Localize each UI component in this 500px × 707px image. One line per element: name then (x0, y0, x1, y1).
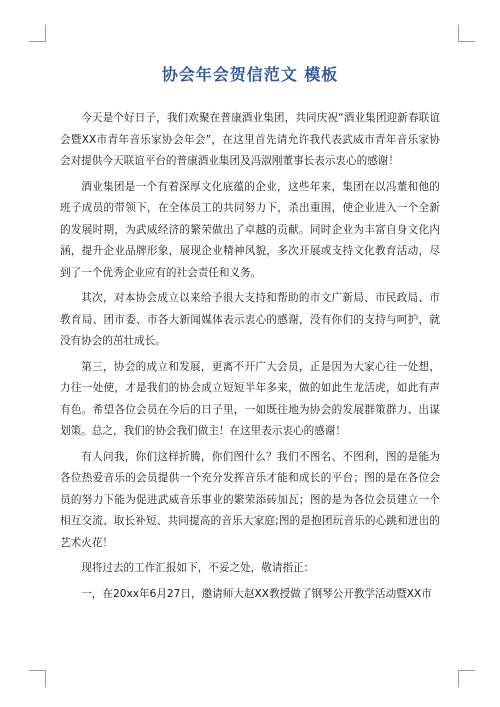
page-corner-mark-bottom-left (29, 670, 46, 687)
paragraph-thanks-departments: 其次，对本协会成立以来给予很大支持和帮助的市文广新局、市民政局、市教育局、团市委、市各大新闻媒体表示衷心的感谢，没有你们的支持与呵护，就没有协会的茁壮成长。 (60, 292, 440, 347)
paragraph-purpose: 有人问我，你们这样折腾，你们图什么？我们不图名、不图利，图的是能为各位热爱音乐的会员提供一个充分发挥音乐才能和成长的平台；图的是在各位会员的努力下能为促进武威音乐事业的繁荣添砖加瓦；图的是为各位会员建立一个相互交流、取长补短、共同提高的音乐大家庭;图的是抱团玩音乐的心跳和迸出的艺术火花！ (60, 450, 440, 549)
paragraph-greeting: 今天是个好日子，我们欢聚在普康酒业集团，共同庆祝“酒业集团迎新春联谊会暨XX市青年音乐家协会年会”，在这里首先请允许我代表武威市青年音乐家协会对提供今天联谊平台的普康酒业集团及冯淑刚董事长表示衷心的感谢！ (60, 112, 440, 167)
page-corner-mark-top-left (29, 25, 46, 42)
paragraph-report-item-1: 一，在20xx年6月27日，邀请师大赵XX教授做了钢琴公开教学活动暨XX市 (81, 587, 432, 600)
document-title: 协会年会贺信范文 模板 (161, 65, 339, 84)
paragraph-report-intro: 现将过去的工作汇报如下，不妥之处，敬请指正： (81, 562, 315, 574)
page-corner-mark-top-right (458, 25, 475, 42)
page-corner-mark-bottom-right (458, 670, 475, 687)
document-body (60, 108, 440, 609)
paragraph-company-praise: 酒业集团是一个有着深厚文化底蕴的企业，这些年来，集团在以冯董和他的班子成员的带领下，在全体员工的共同努力下，杀出重围，使企业进入一个全新的发展时期，为武威经济的繁荣做出了卓越的贡献。同时企业为丰富自身文化内涵，提升企业品牌形象，展现企业精神风貌，多次开展或支持文化教育活动，尽到了一个优秀企业应有的社会责任和义务。 (60, 180, 440, 279)
paragraph-thanks-members: 第三，协会的成立和发展，更离不开广大会员，正是因为大家心往一处想，力往一处使，才是我们的协会成立短短半年多来，做的如此生龙活虎，如此有声有色。希望各位会员在今后的日子里，一如既往地为协会的发展群策群力、出谋划策。总之，我们的协会我们做主！在这里表示衷心的感谢！ (60, 360, 440, 437)
